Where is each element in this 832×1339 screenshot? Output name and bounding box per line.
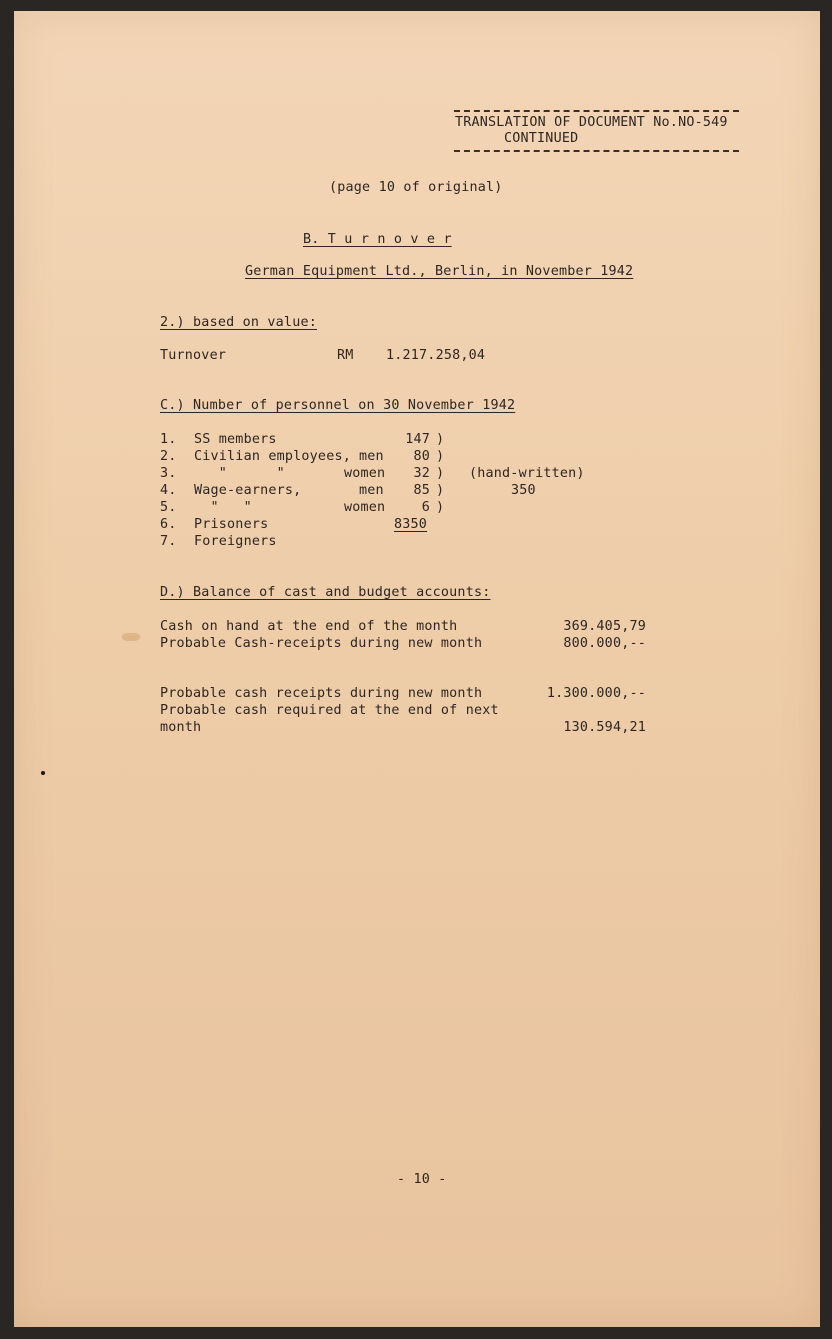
row-paren: ) [436,483,445,498]
section-c-title: C.) Number of personnel on 30 November 1942 [160,398,516,413]
section-b-title: B. T u r n o v e r [303,232,452,247]
turnover-label: Turnover [160,348,227,363]
row-number: 3. [160,466,177,481]
section-b-heading: 2.) based on value: [160,315,317,330]
header-title: TRANSLATION OF DOCUMENT No.NO-549 [455,115,728,130]
balance-value: 369.405,79 [563,619,646,634]
page-number: - 10 - [397,1172,447,1187]
header-continued: CONTINUED [504,131,579,146]
row-paren: ) [436,432,445,447]
row-value: 85 [413,483,430,498]
row-label: SS members [194,432,277,447]
row-value: 147 [405,432,430,447]
row-label: Foreigners [194,534,277,549]
balance-label: Probable cash required at the end of next [160,703,499,718]
page-note: (page 10 of original) [329,180,503,195]
row-number: 7. [160,534,177,549]
row-number: 2. [160,449,177,464]
handwritten-value: 350 [511,483,536,498]
row-label: Prisoners [194,517,269,532]
row-label: " " [194,500,252,515]
balance-label: Probable cash receipts during new month [160,686,483,701]
balance-label: Cash on hand at the end of the month [160,619,458,634]
row-value: 80 [413,449,430,464]
row-sub: men [359,449,384,464]
row-value: 6 [421,500,430,515]
row-paren: ) [436,449,445,464]
row-sub: women [344,500,386,515]
row-sub: women [344,466,386,481]
document-page [14,11,820,1327]
ink-dot [41,771,45,775]
row-paren: ) [436,466,445,481]
balance-label: month [160,720,202,735]
turnover-value: 1.217.258,04 [386,348,486,363]
row-paren: ) [436,500,445,515]
row-number: 6. [160,517,177,532]
row-number: 1. [160,432,177,447]
turnover-currency: RM [337,348,354,363]
row-value: 8350 [394,517,428,532]
row-value: 32 [413,466,430,481]
section-b-subtitle: German Equipment Ltd., Berlin, in November 1942 [245,264,634,279]
balance-value: 800.000,-- [563,636,646,651]
row-label: " " [194,466,285,481]
section-d-title: D.) Balance of cast and budget accounts: [160,585,491,600]
row-sub: men [359,483,384,498]
paper-stain [122,633,140,641]
row-number: 5. [160,500,177,515]
balance-value: 1.300.000,-- [546,686,646,701]
row-label: Civilian employees, [194,449,351,464]
row-number: 4. [160,483,177,498]
handwritten-note: (hand-written) [469,466,585,481]
row-label: Wage-earners, [194,483,302,498]
balance-label: Probable Cash-receipts during new month [160,636,483,651]
balance-value: 130.594,21 [563,720,646,735]
